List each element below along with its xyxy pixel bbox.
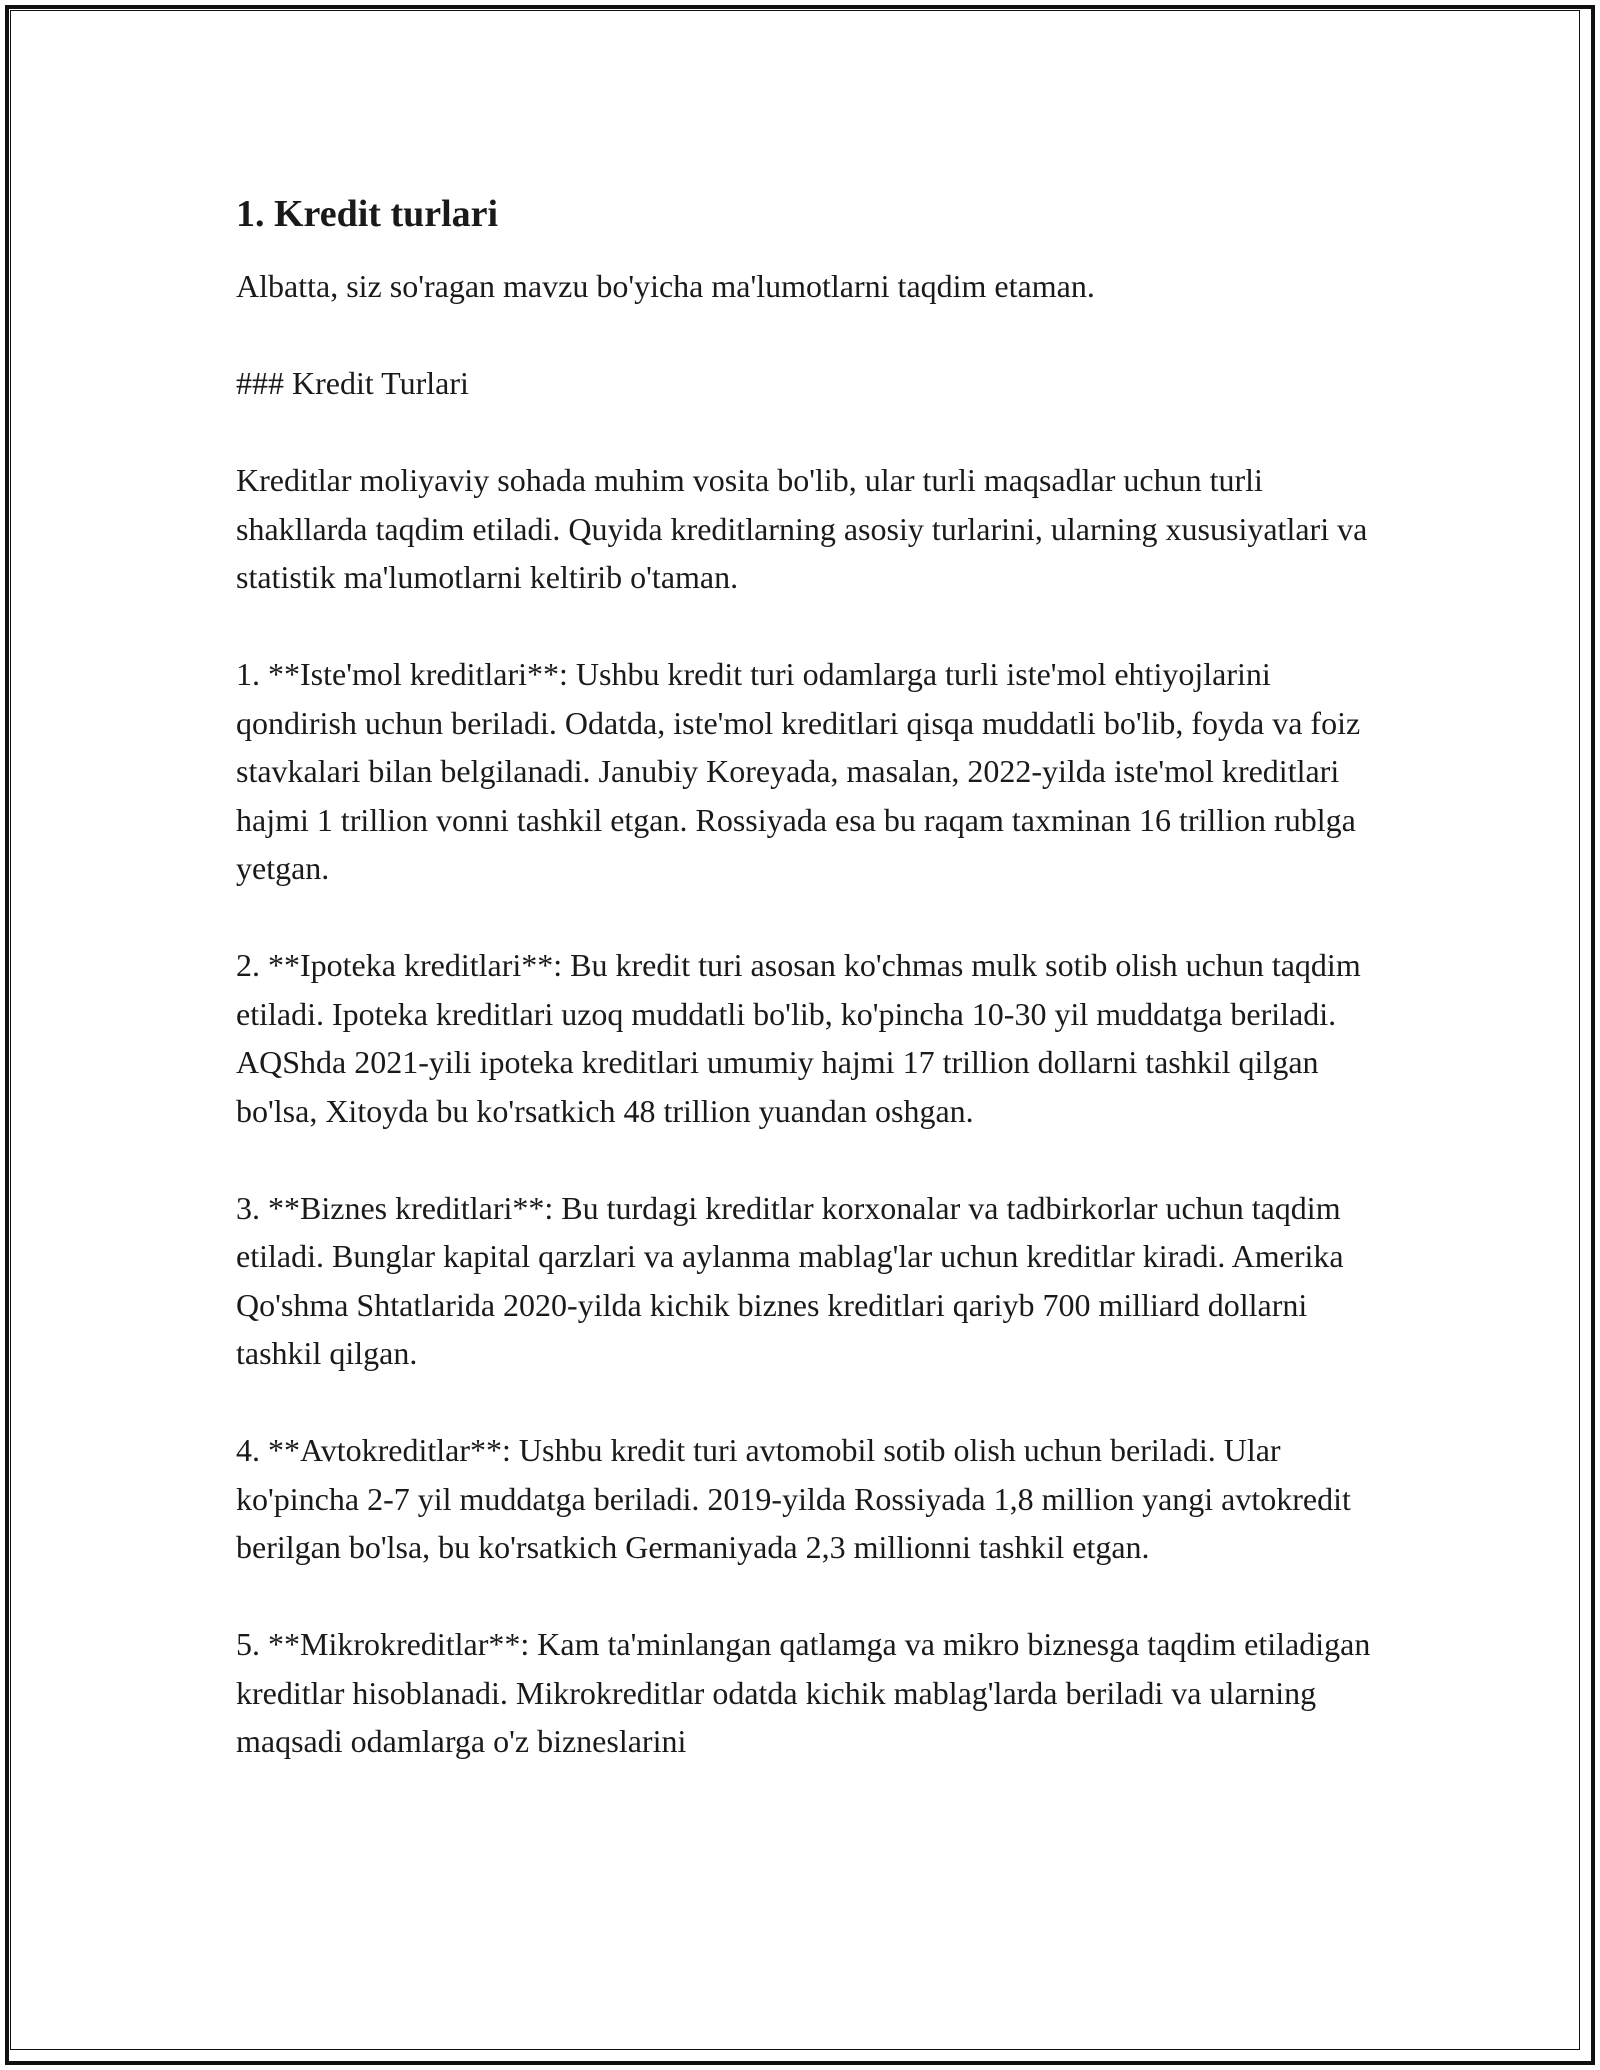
- auto-credit-paragraph: 4. **Avtokreditlar**: Ushbu kredit turi avtomobil sotib olish uchun beriladi. Ular ko'pincha 2-7 yil muddatga beriladi. 2019-yilda Rossiyada 1,8 million yangi avtokredit berilgan bo'lsa, bu ko'rsatkich Germaniyada 2,3 millionni tashkil etgan.: [236, 1432, 1351, 1565]
- mortgage-credit-paragraph: 2. **Ipoteka kreditlari**: Bu kredit turi asosan ko'chmas mulk sotib olish uchun taqdim etiladi. Ipoteka kreditlari uzoq muddatli bo'lib, ko'pincha 10-30 yil muddatga beriladi. AQShda 2021-yili ipoteka kreditlari umumiy hajmi 17 trillion dollarni tashkil qilgan bo'lsa, Xitoyda bu ko'rsatkich 48 trillion yuandan oshgan.: [236, 947, 1361, 1129]
- document-body: [236, 188, 1386, 1766]
- microcredit-paragraph: 5. **Mikrokreditlar**: Kam ta'minlangan qatlamga va mikro biznesga taqdim etiladigan kreditlar hisoblanadi. Mikrokreditlar odatda kichik mablag'larda beriladi va ularning maqsadi odamlarga o'z bizneslarini: [236, 1626, 1371, 1759]
- overview-paragraph: Kreditlar moliyaviy sohada muhim vosita bo'lib, ular turli maqsadlar uchun turli shakllarda taqdim etiladi. Quyida kreditlarning asosiy turlarini, ularning xususiyatlari va statistik ma'lumotlarni keltirib o'taman.: [236, 462, 1368, 595]
- intro-paragraph: Albatta, siz so'ragan mavzu bo'yicha ma'lumotlarni taqdim etaman.: [236, 268, 1095, 304]
- document-heading: 1. Kredit turlari: [236, 193, 499, 235]
- consumer-credit-paragraph: 1. **Iste'mol kreditlari**: Ushbu kredit turi odamlarga turli iste'mol ehtiyojlarini qondirish uchun beriladi. Odatda, iste'mol kreditlari qisqa muddatli bo'lib, foyda va foiz stavkalari bilan belgilanadi. Janubiy Koreyada, masalan, 2022-yilda iste'mol kreditlari hajmi 1 trillion vonni tashkil etgan. Rossiyada esa bu raqam taxminan 16 trillion rublga yetgan.: [236, 656, 1361, 886]
- business-credit-paragraph: 3. **Biznes kreditlari**: Bu turdagi kreditlar korxonalar va tadbirkorlar uchun taqdim etiladi. Bunglar kapital qarzlari va aylanma mablag'lar uchun kreditlar kiradi. Amerika Qo'shma Shtatlarida 2020-yilda kichik biznes kreditlari qariyb 700 milliard dollarni tashkil qilgan.: [236, 1189, 1344, 1371]
- subheading-paragraph: ### Kredit Turlari: [236, 365, 469, 401]
